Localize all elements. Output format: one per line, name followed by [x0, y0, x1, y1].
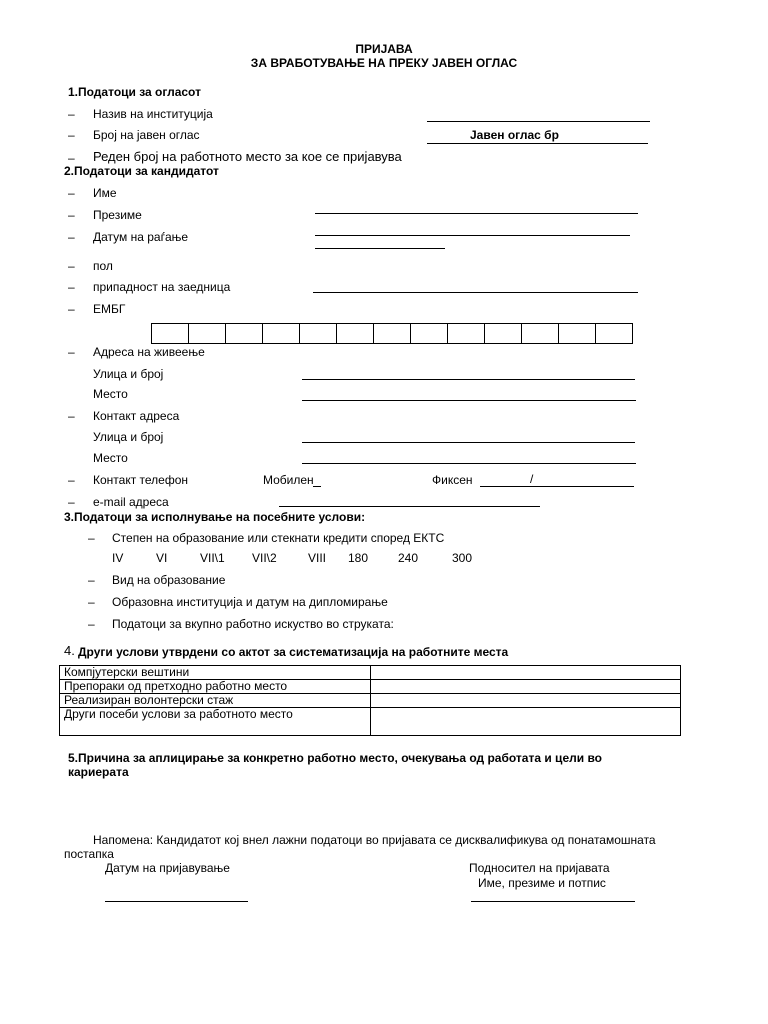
embg-label: ЕМБГ	[93, 302, 126, 316]
email-field[interactable]	[279, 506, 540, 507]
name-field[interactable]	[315, 213, 638, 214]
condition-label: Препораки од претходно работно место	[60, 680, 371, 694]
bullet-dash: –	[68, 230, 75, 244]
embg-digit-box[interactable]	[374, 324, 411, 344]
bullet-dash: –	[88, 595, 95, 609]
ad-number-value: Јавен оглас бр	[470, 128, 559, 142]
birth-date-field[interactable]	[315, 248, 445, 249]
section1-heading: 1.Податоци за огласот	[68, 85, 201, 99]
condition-label: Други посеби услови за работното место	[60, 708, 371, 736]
surname-field[interactable]	[315, 235, 630, 236]
bullet-dash: –	[68, 151, 75, 165]
section5-heading-cont: кариерата	[68, 765, 129, 779]
institution-field[interactable]	[427, 121, 650, 122]
email-label: e-mail адреса	[93, 495, 169, 509]
bullet-dash: –	[68, 259, 75, 273]
bullet-dash: –	[68, 186, 75, 200]
form-title: ПРИЈАВА	[355, 42, 413, 56]
section3-heading: 3.Податоци за исполнување на посебните услови:	[64, 510, 366, 524]
fixed-separator: /	[530, 472, 534, 486]
level-option[interactable]: VI	[156, 551, 168, 565]
place-field[interactable]	[302, 400, 636, 401]
embg-digit-box[interactable]	[448, 324, 485, 344]
street-field[interactable]	[302, 379, 635, 380]
level-option[interactable]: VII\2	[252, 551, 277, 565]
surname-label: Презиме	[93, 208, 142, 222]
applicant-signature-field[interactable]	[471, 901, 635, 902]
table-row	[60, 680, 681, 694]
place-label: Место	[93, 387, 128, 401]
level-option[interactable]: 180	[348, 551, 369, 565]
embg-digit-box[interactable]	[522, 324, 559, 344]
street-label: Улица и број	[93, 367, 164, 381]
condition-label: Компјутерски вештини	[60, 666, 371, 680]
applicant-label: Подносител на пријавата	[469, 861, 610, 875]
fixed-label: Фиксен	[432, 473, 473, 487]
institution-label: Назив на институција	[93, 107, 213, 121]
bullet-dash: –	[88, 617, 95, 631]
level-option[interactable]: 300	[452, 551, 473, 565]
section4-heading: Други услови утврдени со актот за систематизација на работните места	[78, 645, 509, 659]
contact-street-label: Улица и број	[93, 430, 164, 444]
community-label: припадност на заедница	[93, 280, 231, 294]
applicant-sublabel: Име, презиме и потпис	[478, 876, 606, 890]
bullet-dash: –	[68, 302, 75, 316]
mobile-label: Мобилен	[263, 473, 314, 487]
mobile-field[interactable]	[313, 486, 321, 487]
embg-digit-box[interactable]	[263, 324, 300, 344]
embg-digit-box[interactable]	[411, 324, 448, 344]
bullet-dash: –	[88, 573, 95, 587]
condition-value-cell[interactable]	[371, 708, 681, 736]
embg-digit-box[interactable]	[485, 324, 522, 344]
table-row	[60, 708, 681, 736]
fixed-field[interactable]	[480, 486, 634, 487]
ad-number-field[interactable]	[427, 143, 648, 144]
condition-value-cell[interactable]	[371, 680, 681, 694]
embg-digit-box[interactable]	[596, 324, 633, 344]
bullet-dash: –	[68, 208, 75, 222]
experience-label: Податоци за вкупно работно искуство во струката:	[112, 617, 394, 631]
section2-heading: 2.Податоци за кандидатот	[64, 164, 219, 178]
level-option[interactable]: IV	[112, 551, 124, 565]
embg-digit-box[interactable]	[152, 324, 189, 344]
gender-label: пол	[93, 259, 113, 273]
level-option[interactable]: 240	[398, 551, 419, 565]
institution-date-label: Образовна институција и датум на дипломирање	[112, 595, 388, 609]
date-signature-field[interactable]	[105, 901, 248, 902]
address-label: Адреса на живеење	[93, 345, 205, 359]
bullet-dash: –	[88, 531, 95, 545]
condition-label: Реализиран волонтерски стаж	[60, 694, 371, 708]
bullet-dash: –	[68, 473, 75, 487]
embg-digit-box[interactable]	[300, 324, 337, 344]
condition-value-cell[interactable]	[371, 694, 681, 708]
education-degree-label: Степен на образование или стекнати кредити според ЕКТС	[112, 531, 445, 545]
community-field[interactable]	[313, 292, 638, 293]
bullet-dash: –	[68, 107, 75, 121]
name-label: Име	[93, 186, 117, 200]
condition-value-cell[interactable]	[371, 666, 681, 680]
date-label: Датум на пријавување	[105, 861, 230, 875]
contact-address-label: Контакт адреса	[93, 409, 180, 423]
note-text-cont: постапка	[64, 847, 114, 861]
bullet-dash: –	[68, 409, 75, 423]
level-option[interactable]: VIII	[308, 551, 327, 565]
section5-heading: 5.Причина за аплицирање за конкретно работно место, очекувања од работата и цели во	[68, 751, 602, 765]
bullet-dash: –	[68, 495, 75, 509]
conditions-table	[59, 665, 681, 736]
bullet-dash: –	[68, 280, 75, 294]
level-option[interactable]: VII\1	[200, 551, 225, 565]
contact-street-field[interactable]	[302, 442, 635, 443]
embg-digit-box[interactable]	[189, 324, 226, 344]
section4-number: 4.	[64, 643, 75, 658]
ad-number-label: Број на јавен оглас	[93, 128, 200, 142]
embg-grid[interactable]	[151, 323, 633, 344]
form-subtitle: ЗА ВРАБОТУВАЊЕ НА ПРЕКУ ЈАВЕН ОГЛАС	[250, 56, 518, 70]
bullet-dash: –	[68, 128, 75, 142]
birth-date-label: Датум на раѓање	[93, 230, 189, 244]
table-row	[60, 694, 681, 708]
embg-digit-box[interactable]	[337, 324, 374, 344]
embg-digit-box[interactable]	[226, 324, 263, 344]
bullet-dash: –	[68, 345, 75, 359]
contact-place-field[interactable]	[302, 463, 636, 464]
table-row	[60, 666, 681, 680]
education-type-label: Вид на образование	[112, 573, 226, 587]
embg-digit-box[interactable]	[559, 324, 596, 344]
contact-place-label: Место	[93, 451, 128, 465]
phone-label: Контакт телефон	[93, 473, 189, 487]
note-text: Напомена: Кандидатот кој внел лажни податоци во пријавата се дисквалификува од понатамошната	[93, 833, 656, 847]
position-number-label: Реден број на работното место за кое се пријавува	[93, 149, 402, 164]
